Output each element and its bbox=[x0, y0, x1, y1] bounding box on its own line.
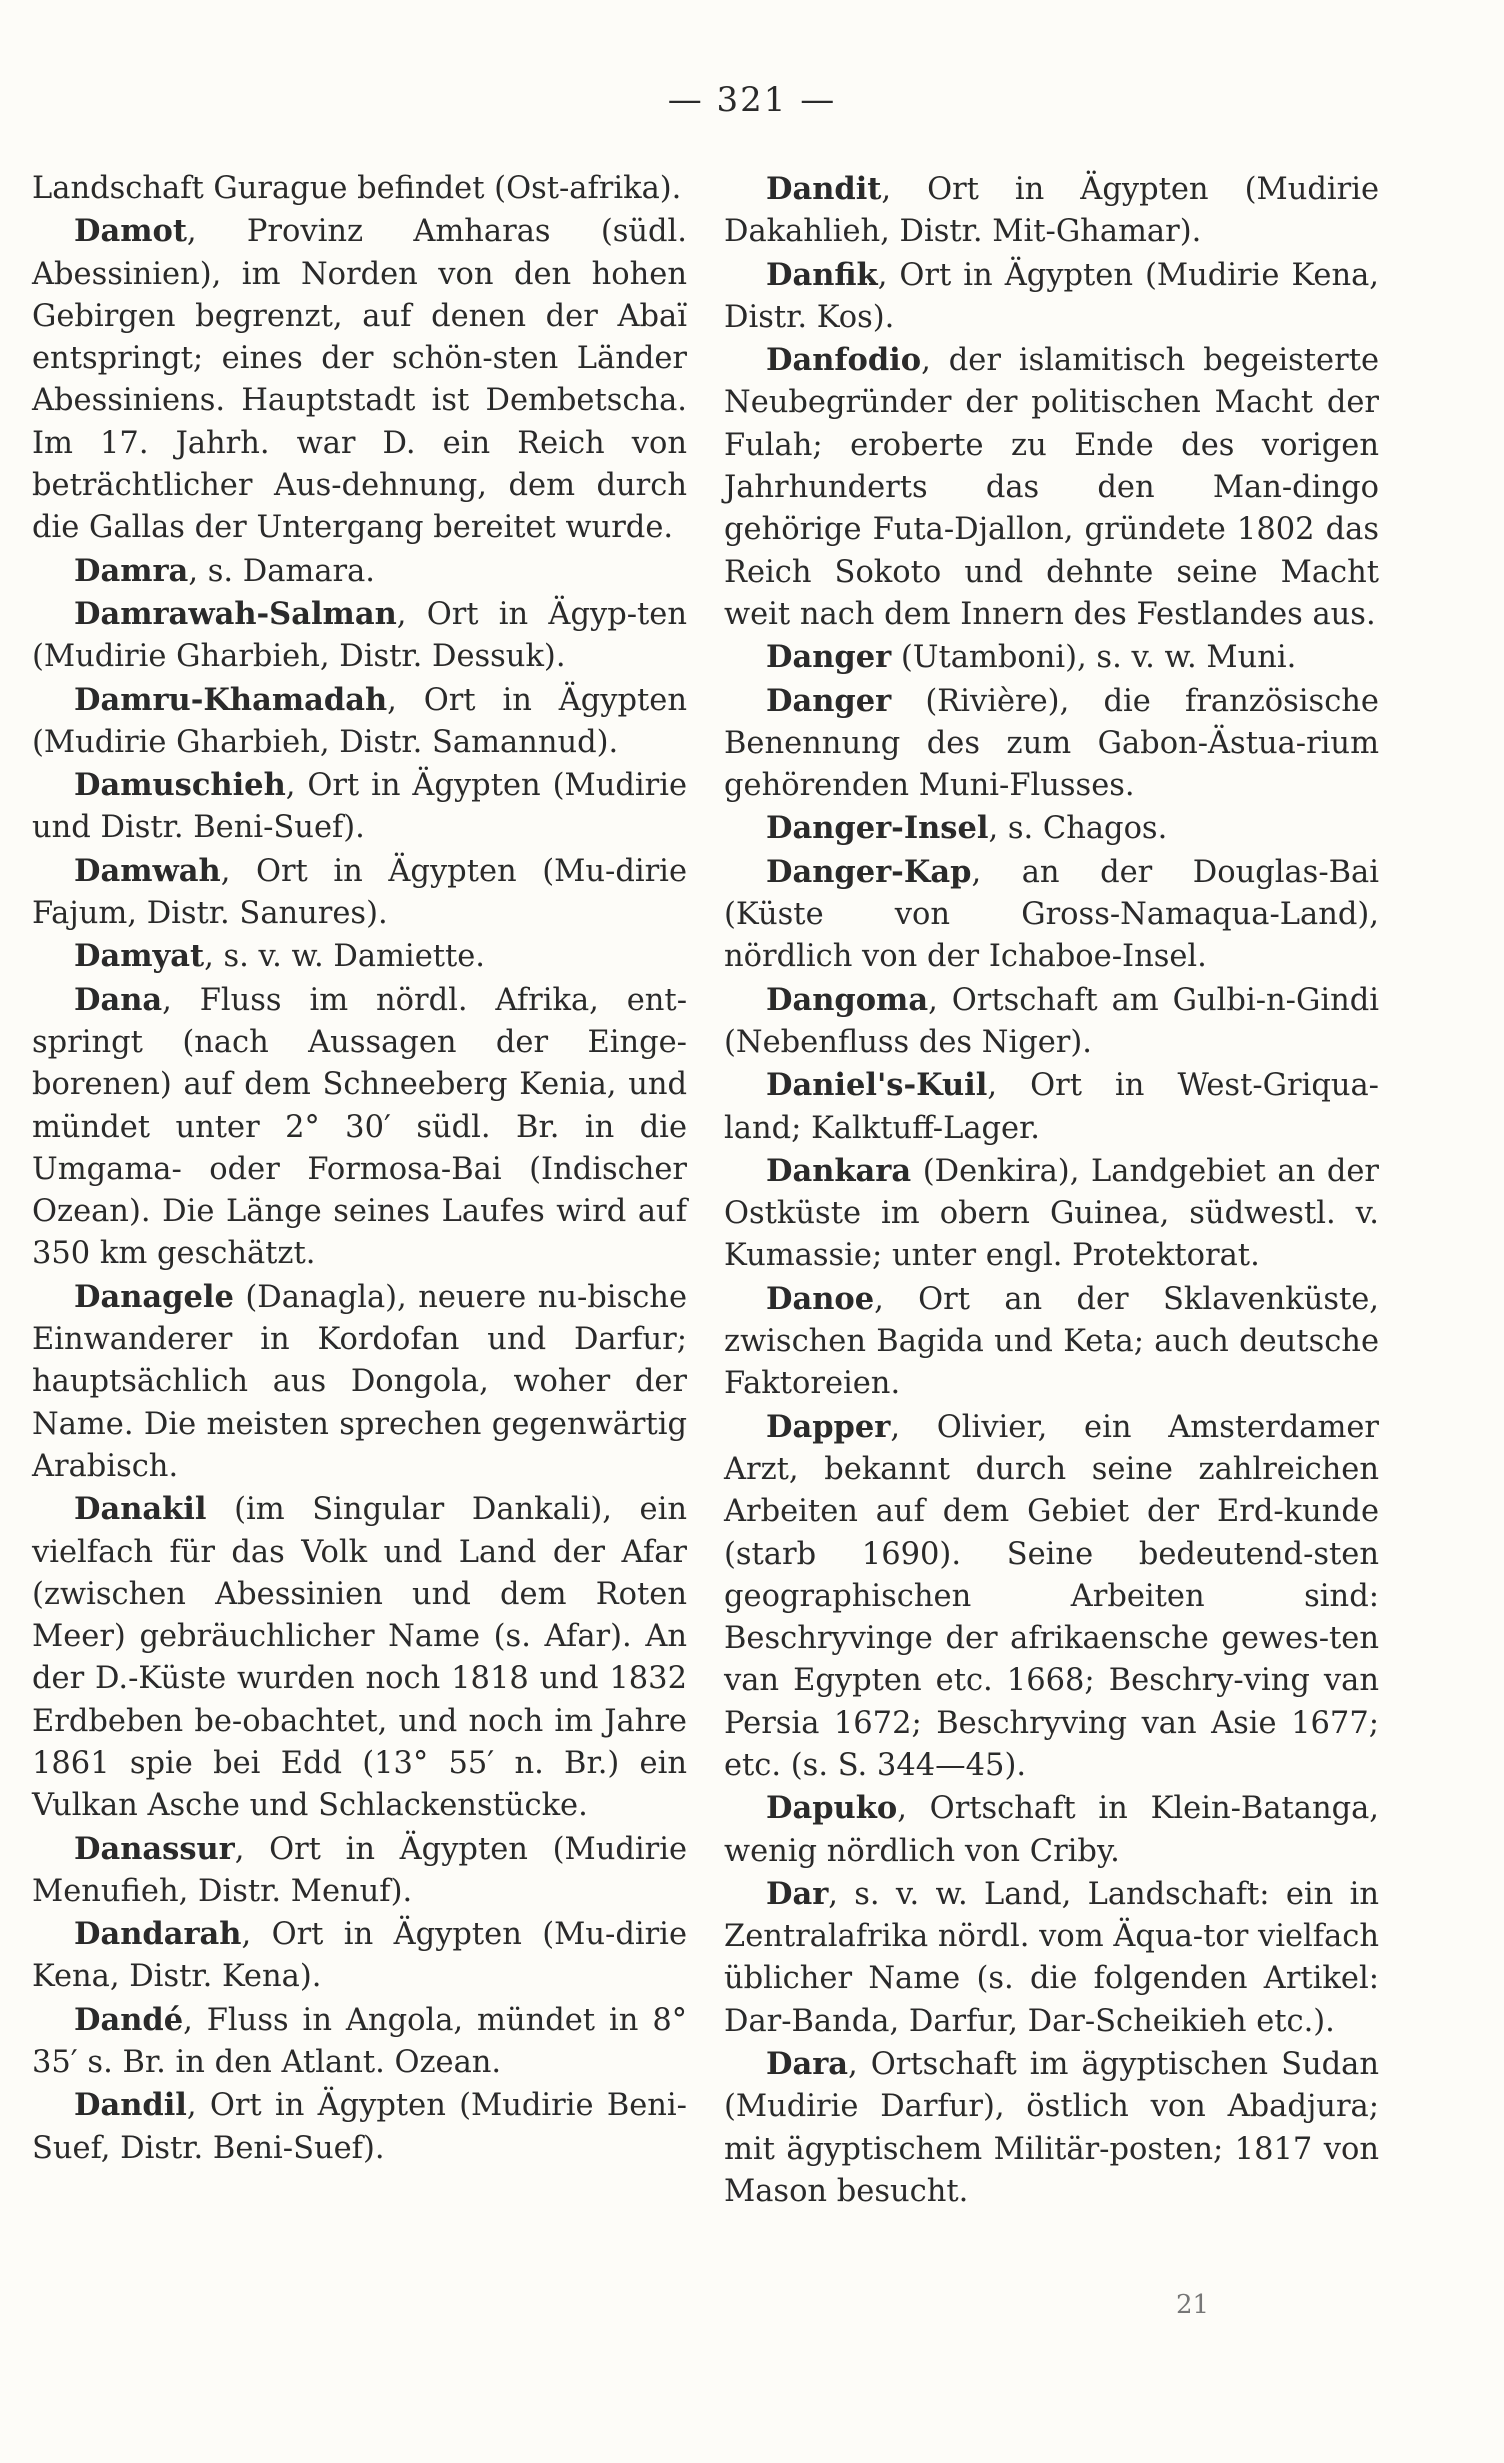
entry-text: , s. Chagos. bbox=[988, 811, 1168, 847]
entry-text: , s. v. w. Damiette. bbox=[204, 939, 485, 975]
entry-headword: Damwah bbox=[74, 852, 221, 889]
dictionary-entry bbox=[32, 1488, 687, 1827]
entry-text: , Provinz Amharas (südl. Abessinien), im Norden von den hohen Gebirgen begrenzt, auf denen der Abaï entspringt; eines der schön-sten Länder Abessiniens. Hauptstadt ist Dembetscha. Im 17. Jahrh. war D. ein Reich von beträchtlicher Aus-dehnung, dem durch die Gallas der Untergang bereitet wurde. bbox=[32, 214, 687, 546]
entry-headword: Danger bbox=[766, 682, 892, 719]
dictionary-entry bbox=[724, 1278, 1379, 1406]
entry-headword: Danoe bbox=[766, 1280, 875, 1317]
entry-headword: Dana bbox=[74, 981, 163, 1018]
entry-text: , s. v. w. Land, Landschaft: ein in Zentralafrika nördl. vom Äqua-tor vielfach üblicher Name (s. die folgenden Artikel: Dar-Banda, Darfur, Dar-Scheikieh etc.). bbox=[724, 1876, 1379, 2039]
entry-text: , Fluss in Angola, mündet in 8° 35′ s. Br. in den Atlant. Ozean. bbox=[32, 2002, 687, 2081]
entry-headword: Danakil bbox=[74, 1491, 207, 1528]
dictionary-entry bbox=[32, 550, 687, 593]
entry-headword: Dankara bbox=[766, 1152, 912, 1189]
dictionary-entry bbox=[724, 680, 1379, 808]
entry-text: , Ort in Ägypten (Mudirie Dakahlieh, Distr. Mit-Ghamar). bbox=[724, 172, 1379, 250]
entry-text: (Denkira), Landgebiet an der Ostküste im obern Guinea, südwestl. v. Kumassie; unter engl. Protektorat. bbox=[724, 1153, 1379, 1274]
entry-headword: Damuschieh bbox=[74, 767, 286, 804]
entry-text: , Ortschaft in Klein-Batanga, wenig nördlich von Criby. bbox=[724, 1791, 1379, 1869]
dictionary-entry bbox=[724, 851, 1379, 979]
dictionary-entry bbox=[32, 764, 687, 850]
entry-text: , Olivier, ein Amsterdamer Arzt, bekannt durch seine zahlreichen Arbeiten auf dem Gebiet der Erd-kunde (starb 1690). Seine bedeutend-sten geographischen Arbeiten sind: Beschryvinge der afrikaensche gewes-ten van Egypten etc. 1668; Beschry-ving van Persia 1672; Beschryving van Asie 1677; etc. (s. S. 344—45). bbox=[724, 1409, 1379, 1783]
entry-text: (Danagla), neuere nu-bische Einwanderer in Kordofan und Darfur; hauptsächlich aus Dongola, woher der Name. Die meisten sprechen gegenwärtig Arabisch. bbox=[32, 1279, 687, 1484]
entry-text: , Ort in Ägypten (Mudirie Kena, Distr. Kos). bbox=[724, 257, 1379, 335]
entry-headword: Danassur bbox=[74, 1830, 235, 1867]
dictionary-entry bbox=[724, 979, 1379, 1065]
dictionary-entry bbox=[724, 1406, 1379, 1788]
entry-text: (im Singular Dankali), ein vielfach für das Volk und Land der Afar (zwischen Abessinien und dem Roten Meer) gebräuchlicher Name (s. Afar). An der D.-Küste wurden noch 1818 und 1832 Erdbeben be-obachtet, und noch im Jahre 1861 spie bei Edd (13° 55′ n. Br.) ein Vulkan Asche und Schlackenstücke. bbox=[32, 1492, 687, 1824]
entry-headword: Damru-Khamadah bbox=[74, 681, 388, 718]
dictionary-entry bbox=[32, 679, 687, 765]
dictionary-entry bbox=[724, 1873, 1379, 2043]
entry-headword: Danger-Kap bbox=[766, 853, 972, 890]
dictionary-entry bbox=[724, 1150, 1379, 1278]
entry-text: , Ort in Ägypten (Mu-dirie Kena, Distr. Kena). bbox=[32, 1917, 687, 1995]
right-column bbox=[724, 168, 1379, 2213]
entry-text: , Ortschaft am Gulbi-n-Gindi (Nebenfluss des Niger). bbox=[724, 982, 1379, 1060]
dictionary-entry bbox=[32, 1276, 687, 1488]
entry-headword: Danger bbox=[766, 639, 892, 676]
entry-headword: Damra bbox=[74, 552, 189, 589]
entry-text: , s. Damara. bbox=[188, 553, 375, 589]
entry-text: , Ort in West-Griqua-land; Kalktuff-Lager. bbox=[724, 1068, 1379, 1146]
entry-headword: Danfodio bbox=[766, 342, 922, 379]
entry-text: (Utamboni), s. v. w. Muni. bbox=[891, 640, 1297, 676]
dictionary-entry bbox=[32, 168, 687, 210]
dictionary-entry bbox=[724, 339, 1379, 636]
entry-headword: Dandarah bbox=[74, 1916, 242, 1953]
entry-text: , Ort in Ägypten (Mudirie Beni-Suef, Distr. Beni-Suef). bbox=[32, 2088, 687, 2166]
dictionary-entry bbox=[32, 935, 687, 978]
entry-headword: Damrawah-Salman bbox=[74, 595, 397, 632]
entry-text: , Ort in Ägypten (Mudirie und Distr. Beni-Suef). bbox=[32, 768, 687, 846]
entry-headword: Dandit bbox=[766, 171, 882, 207]
entry-text: Landschaft Gurague befindet (Ost-afrika). bbox=[32, 171, 682, 206]
entry-headword: Daniel's-Kuil bbox=[766, 1067, 988, 1104]
entry-text: , Ort an der Sklavenküste, zwischen Bagida und Keta; auch deutsche Faktoreien. bbox=[724, 1281, 1379, 1402]
entry-headword: Dandil bbox=[74, 2087, 187, 2124]
dictionary-entry bbox=[724, 1064, 1379, 1150]
dictionary-entry bbox=[32, 1999, 687, 2085]
dictionary-entry bbox=[32, 593, 687, 679]
page-number: — 321 — bbox=[667, 80, 837, 120]
entry-text: , Fluss im nördl. Afrika, ent-springt (nach Aussagen der Einge-borenen) auf dem Schneeberg Kenia, und mündet unter 2° 30′ südl. Br. in die Umgama- oder Formosa-Bai (Indischer Ozean). Die Länge seines Laufes wird auf 350 km geschätzt. bbox=[32, 982, 687, 1272]
entry-headword: Dapper bbox=[766, 1408, 891, 1445]
entry-headword: Dar bbox=[766, 1875, 829, 1912]
entry-text: (Rivière), die französische Benennung des zum Gabon-Ästua-rium gehörenden Muni-Flusses. bbox=[724, 683, 1379, 804]
dictionary-entry bbox=[32, 979, 687, 1276]
entry-headword: Dara bbox=[766, 2046, 849, 2083]
entry-headword: Dapuko bbox=[766, 1790, 898, 1827]
entry-headword: Danagele bbox=[74, 1278, 234, 1315]
entry-text: , Ortschaft im ägyptischen Sudan (Mudirie Darfur), östlich von Abadjura; mit ägyptischem Militär-posten; 1817 von Mason besucht. bbox=[724, 2047, 1379, 2209]
entry-text: , an der Douglas-Bai (Küste von Gross-Namaqua-Land), nördlich von der Ichaboe-Insel. bbox=[724, 854, 1379, 975]
entry-text: , Ort in Ägyp-ten (Mudirie Gharbieh, Distr. Dessuk). bbox=[32, 596, 687, 675]
entry-headword: Dandé bbox=[74, 2001, 184, 2038]
entry-headword: Danfik bbox=[766, 256, 878, 293]
entry-text: , der islamitisch begeisterte Neubegründer der politischen Macht der Fulah; eroberte zu Ende des vorigen Jahrhunderts das den Man-dingo gehörige Futa-Djallon, gründete 1802 das Reich Sokoto und dehnte seine Macht weit nach dem Innern des Festlandes aus. bbox=[724, 343, 1379, 632]
dictionary-entry bbox=[724, 2043, 1379, 2213]
dictionary-entry bbox=[724, 168, 1379, 254]
signature-mark: 21 bbox=[1176, 2290, 1210, 2320]
dictionary-entry bbox=[724, 807, 1379, 850]
dictionary-entry bbox=[724, 254, 1379, 340]
entry-text: , Ort in Ägypten (Mudirie Gharbieh, Distr. Samannud). bbox=[32, 682, 687, 760]
entry-headword: Dangoma bbox=[766, 981, 929, 1018]
entry-text: , Ort in Ägypten (Mu-dirie Fajum, Distr. Sanures). bbox=[32, 853, 687, 932]
dictionary-entry bbox=[724, 636, 1379, 679]
dictionary-entry bbox=[32, 210, 687, 549]
dictionary-entry bbox=[724, 1787, 1379, 1873]
dictionary-entry bbox=[32, 2084, 687, 2170]
entry-headword: Damyat bbox=[74, 938, 205, 975]
entry-text: , Ort in Ägypten (Mudirie Menufieh, Distr. Menuf). bbox=[32, 1831, 687, 1909]
left-column bbox=[32, 168, 687, 2170]
dictionary-entry bbox=[32, 1828, 687, 1914]
dictionary-entry bbox=[32, 1913, 687, 1999]
dictionary-entry bbox=[32, 850, 687, 936]
entry-headword: Damot bbox=[74, 213, 187, 250]
entry-headword: Danger-Insel bbox=[766, 810, 989, 847]
